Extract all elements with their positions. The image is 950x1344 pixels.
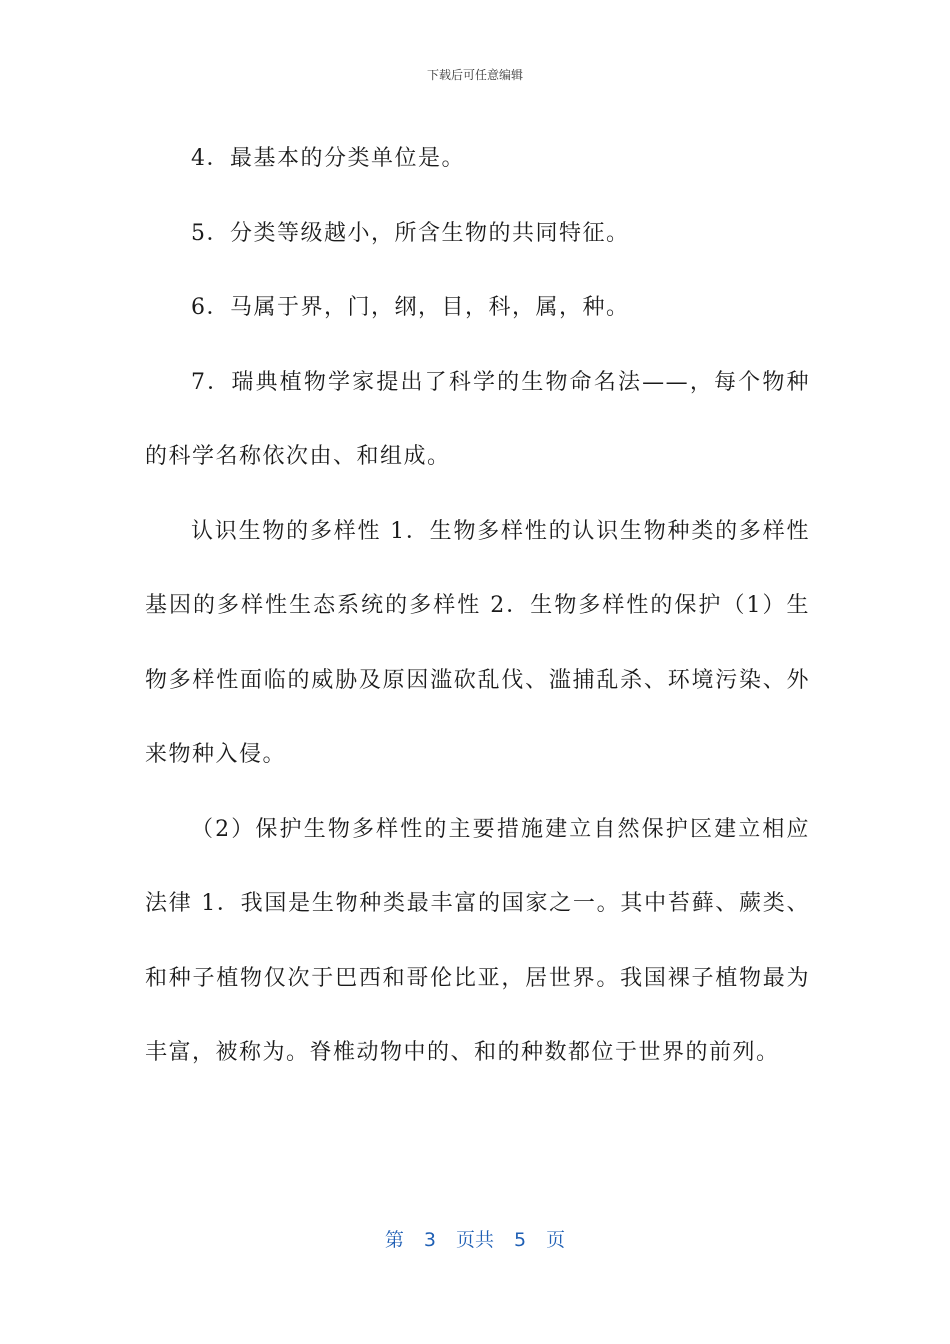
paragraph-item-6: 6．马属于界，门，纲，目，科，属，种。 [191, 295, 630, 320]
current-page-number: 3 [423, 1229, 436, 1251]
page-footer [0, 1225, 950, 1252]
page-header: 下载后可任意编辑 [426, 68, 523, 82]
paragraph-item-7: 7．瑞典植物学家提出了科学的生物命名法——，每个物种的科学名称依次由、和组成。 [145, 369, 810, 469]
paragraph-biodiversity: 认识生物的多样性 1．生物多样性的认识生物种类的多样性基因的多样性生态系统的多样性 2．生物多样性的保护（1）生物多样性面临的威胁及原因滥砍乱伐、滥捕乱杀、环境污染、外来物种入侵。 [145, 518, 810, 767]
paragraph-item-5: 5．分类等级越小，所含生物的共同特征。 [191, 220, 630, 246]
paragraph-protection-measures: （2）保护生物多样性的主要措施建立自然保护区建立相应法律 1．我国是生物种类最丰富的国家之一。其中苔藓、蕨类、和种子植物仅次于巴西和哥伦比亚，居世界。我国裸子植物最为丰富，被称为。脊椎动物中的、和的种数都位于世界的前列。 [145, 816, 810, 1065]
document-body [145, 122, 810, 1091]
footer-prefix: 第 [384, 1229, 404, 1251]
total-pages-number: 5 [514, 1229, 527, 1251]
footer-suffix: 页 [546, 1229, 566, 1251]
footer-middle: 页共 [455, 1229, 494, 1251]
paragraph-item-4: 4．最基本的分类单位是。 [191, 146, 465, 171]
